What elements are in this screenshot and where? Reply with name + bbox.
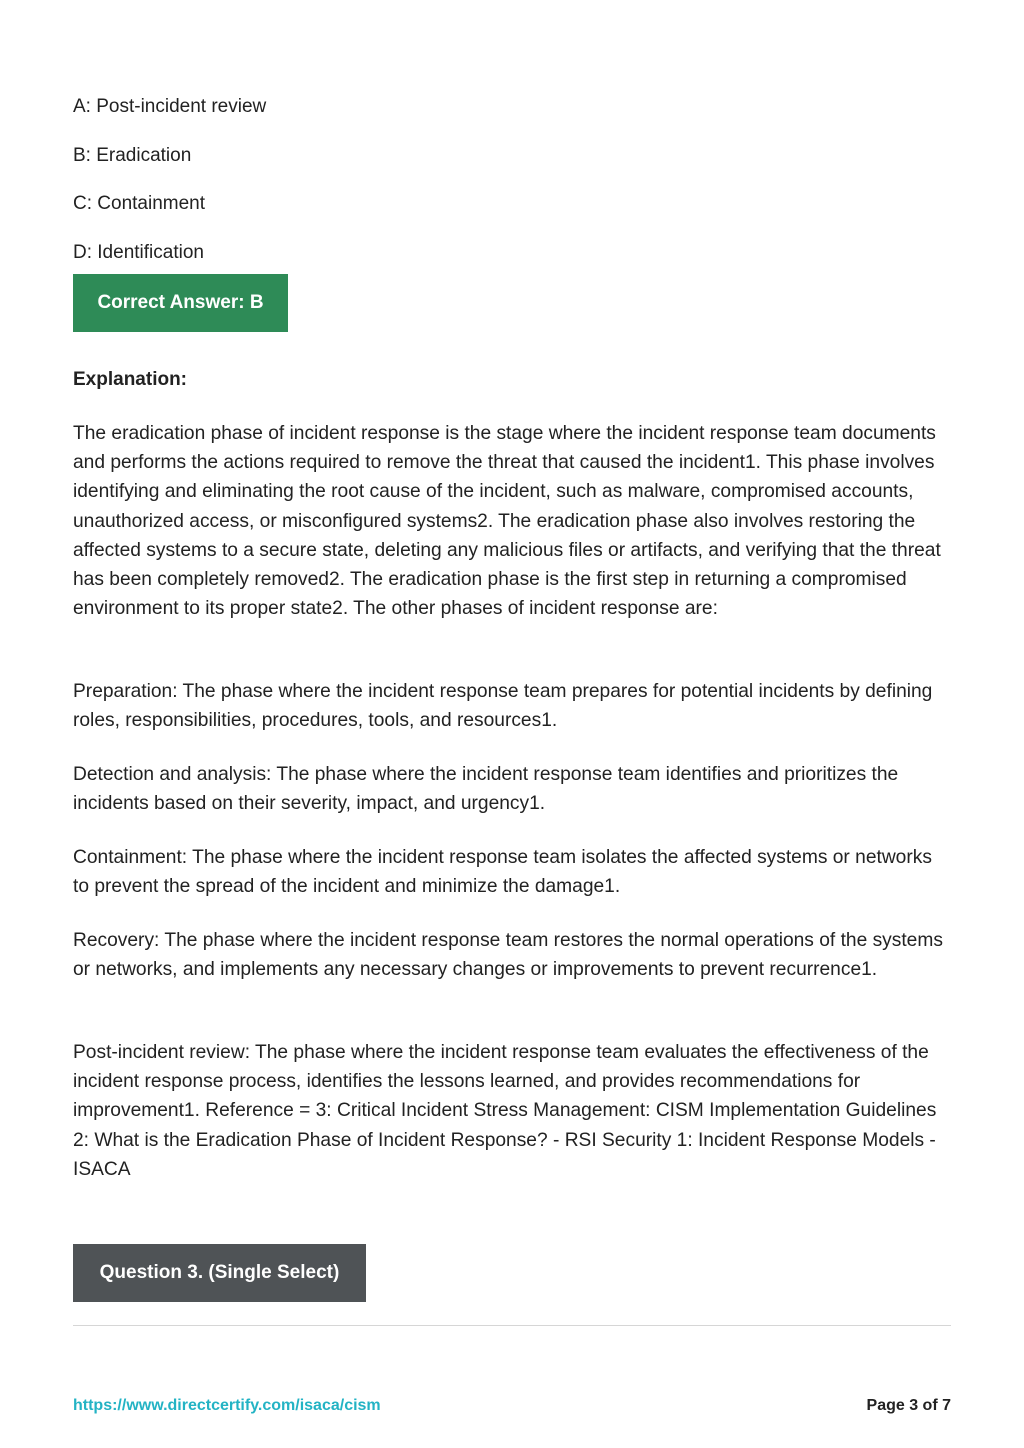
detection-paragraph: Detection and analysis: The phase where the incident response team identifies and prioritizes the incidents based on their severity, impact, and urgency1. (73, 764, 899, 815)
explanation-paragraph: The eradication phase of incident response is the stage where the incident response team documents and performs the actions required to remove the threat that caused the incident1. This phase involves identifying and eliminating the root cause of the incident, such as malware, compromised accounts, unauthorized access, or misconfigured systems2. The eradication phase also involves restoring the affected systems to a secure state, deleting any malicious files or artifacts, and verifying that the threat has been completely removed2. The eradication phase is the first step in returning a compromised environment to its proper state2. The other phases of incident response are: (73, 423, 941, 620)
option-c: C: Containment (73, 193, 206, 214)
footer-link[interactable]: https://www.directcertify.com/isaca/cism (73, 1397, 381, 1414)
correct-answer-badge: Correct Answer: B (73, 274, 288, 332)
preparation-paragraph: Preparation: The phase where the incident response team prepares for potential incidents by defining roles, responsibilities, procedures, tools, and resources1. (73, 681, 933, 732)
option-b: B: Eradication (73, 145, 192, 166)
option-d: D: Identification (73, 242, 204, 263)
option-a: A: Post-incident review (73, 96, 267, 117)
explanation-heading: Explanation: (73, 369, 188, 390)
recovery-paragraph: Recovery: The phase where the incident response team restores the normal operations of the systems or networks, and implements any necessary changes or improvements to prevent recurrence1. (73, 930, 943, 981)
next-question-badge: Question 3. (Single Select) (73, 1244, 366, 1302)
containment-paragraph: Containment: The phase where the incident response team isolates the affected systems or networks to prevent the spread of the incident and minimize the damage1. (73, 847, 932, 898)
page-number: Page 3 of 7 (866, 1397, 951, 1414)
post-incident-paragraph: Post-incident review: The phase where the incident response team evaluates the effectiveness of the incident response process, identifies the lessons learned, and provides recommendations for improvement1. Reference = 3: Critical Incident Stress Management: CISM Implementation Guidelines 2: What is the Eradication Phase of Incident Response? - RSI Security 1: Incident Response Models - ISACA (73, 1042, 937, 1180)
divider (73, 1325, 951, 1326)
